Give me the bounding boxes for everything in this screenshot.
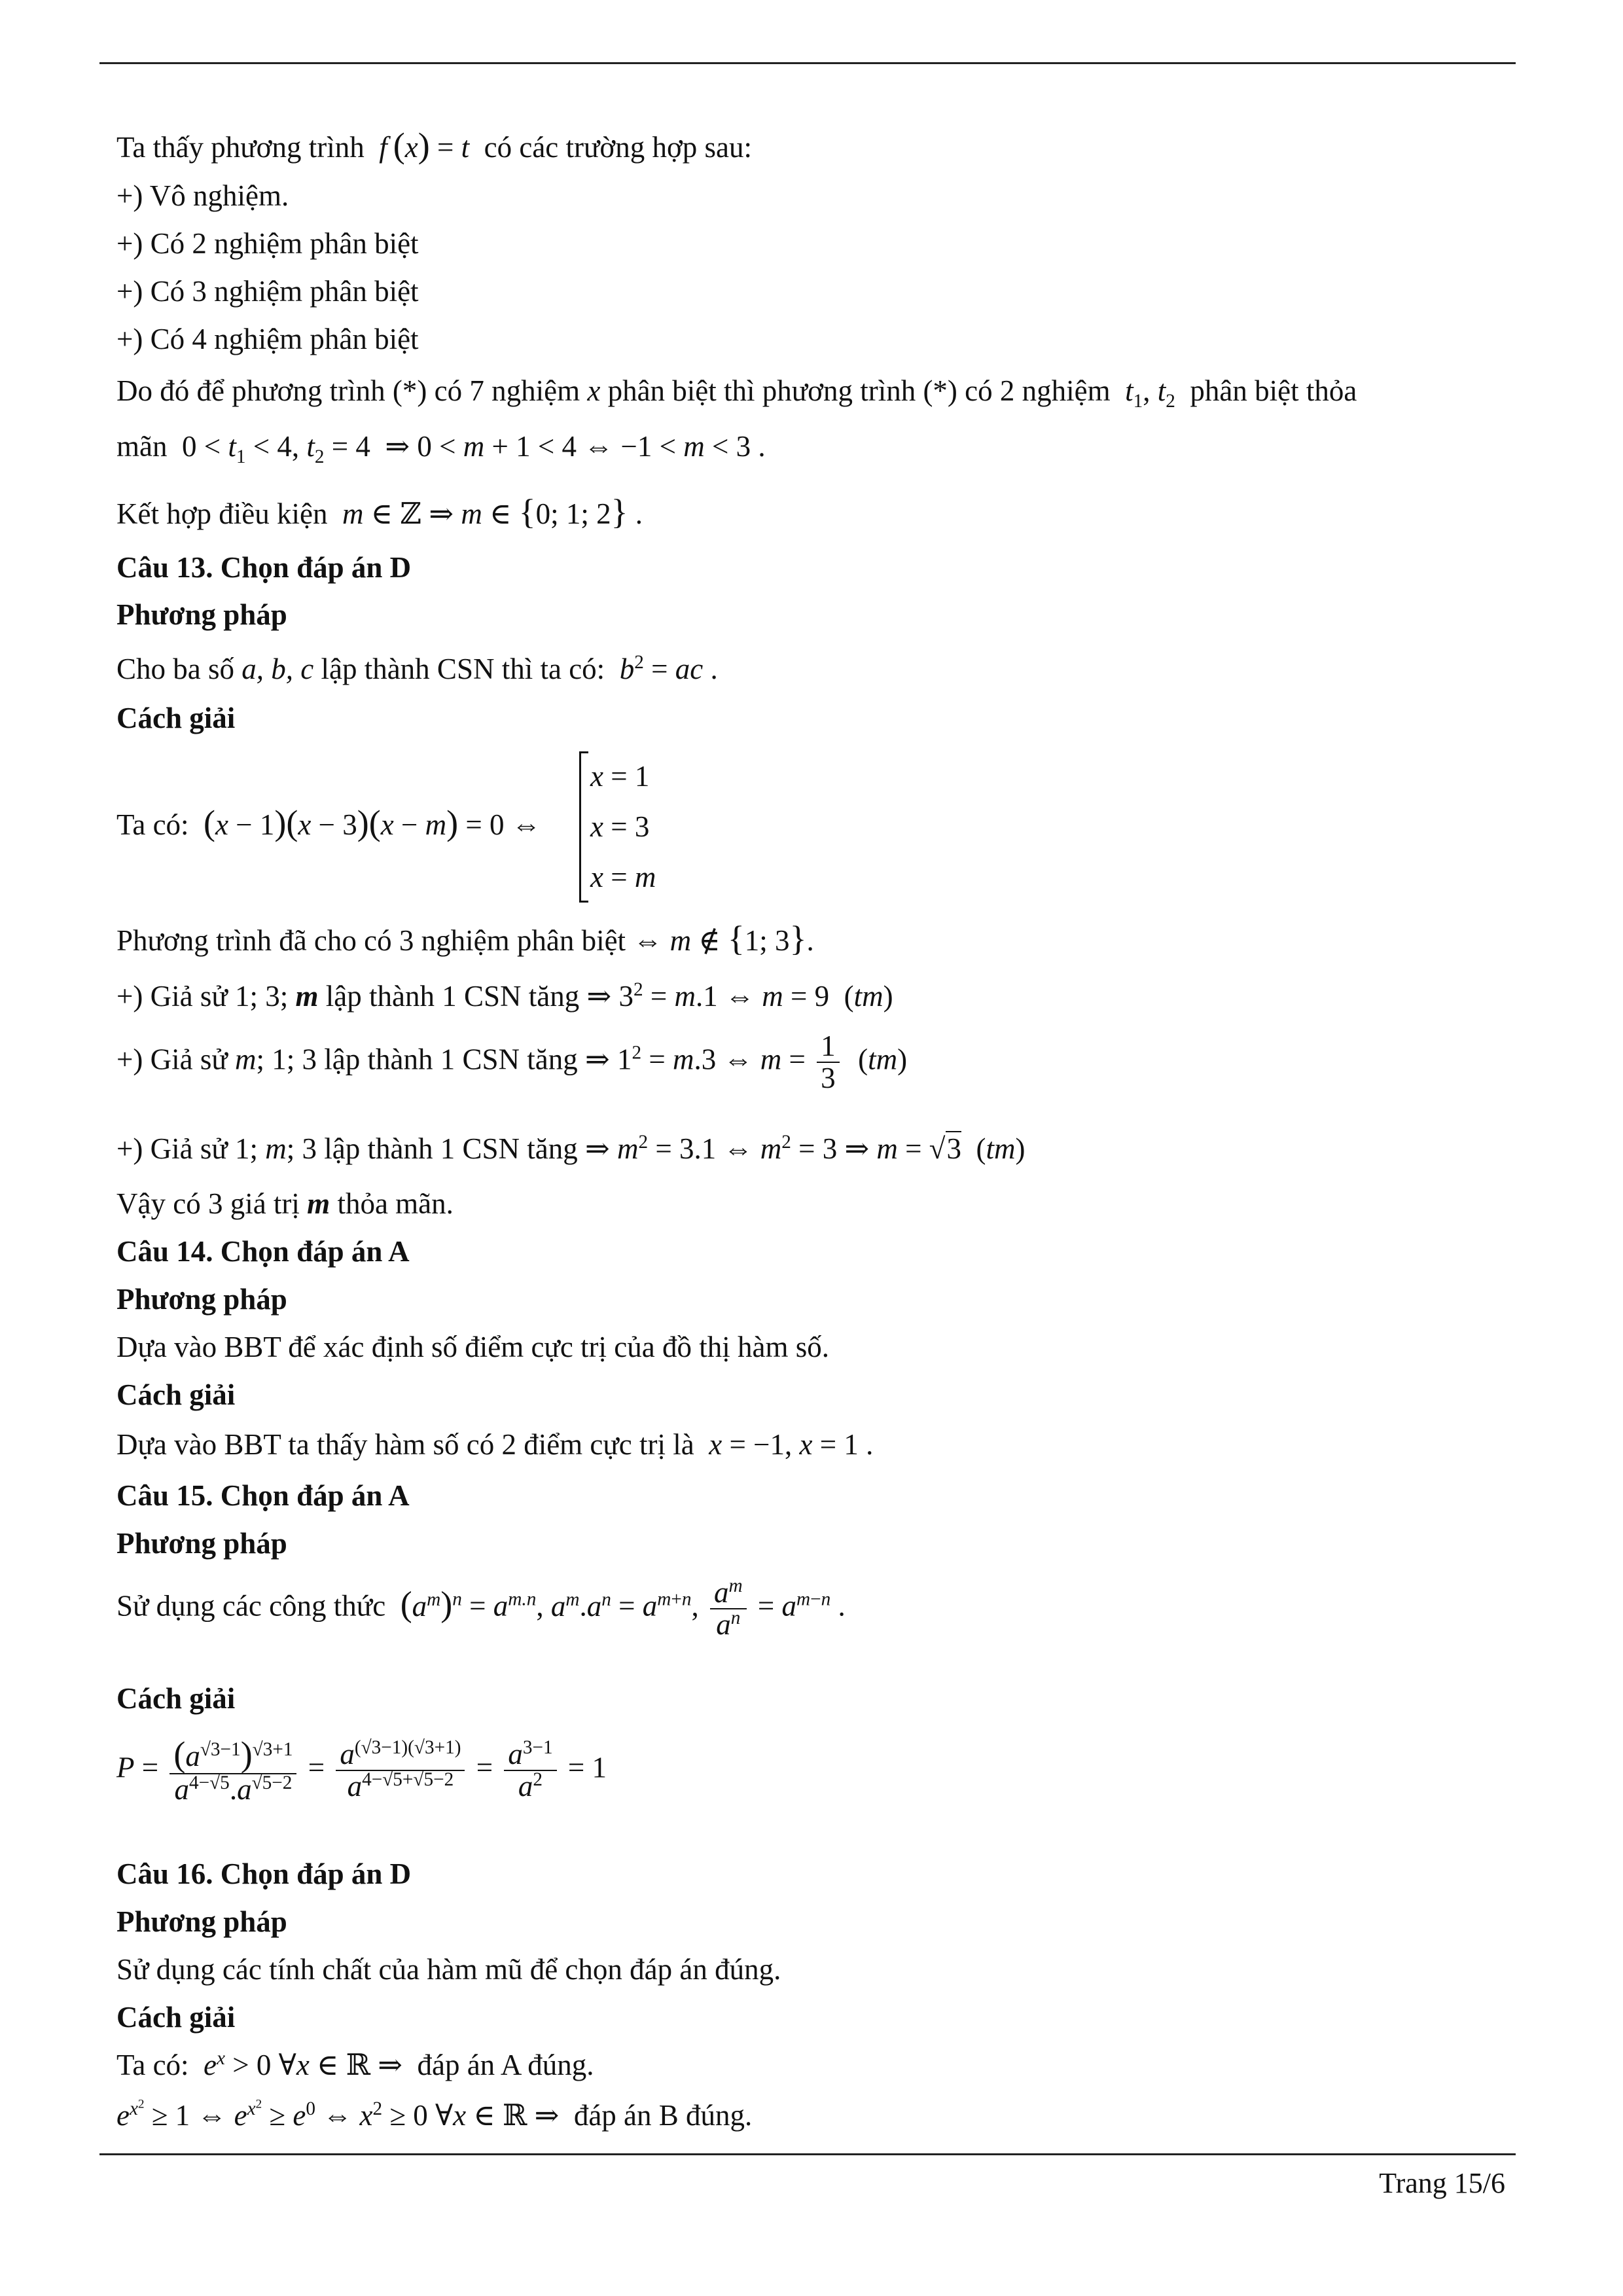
text-line: +) Vô nghiệm. <box>116 179 289 212</box>
text-line: Kết hợp điều kiện m ∈ ℤ ⇒ m ∈ {0; 1; 2} . <box>116 492 643 531</box>
question-15-heading: Câu 15. Chọn đáp án A <box>116 1479 410 1512</box>
method-heading: Phương pháp <box>116 1283 287 1316</box>
method-heading: Phương pháp <box>116 1905 287 1938</box>
text-line: Phương trình đã cho có 3 nghiệm phân biệt ⇔ m ∉ {1; 3}. <box>116 919 814 958</box>
question-13-heading: Câu 13. Chọn đáp án D <box>116 551 412 584</box>
solution-cases: x = 1 x = 3 x = m <box>579 751 656 903</box>
question-16-heading: Câu 16. Chọn đáp án D <box>116 1857 412 1890</box>
text-line: Sử dụng các tính chất của hàm mũ để chọn đáp án đúng. <box>116 1953 781 1986</box>
text-line: Sử dụng các công thức $(a^m)^n = a^{m.n}$, $a^m.a^n = a^{m+n}$, $\frac{a^m}{a^n}$ = $a^{m-n}$ . <box>116 1575 846 1641</box>
text-line: +) Giả sử m; 1; 3 lập thành 1 CSN tăng ⇒ $1^2 = m.3$ ⇔ m = $\frac{1}{3}$ (tm) <box>116 1030 908 1095</box>
fraction: $\frac{a^m}{a^n}$ <box>710 1577 747 1641</box>
text-line: +) Có 2 nghiệm phân biệt <box>116 227 419 260</box>
fraction: $\frac{a^{(√3-1)(√3+1)}}{a^{4-√5+√5-2}}$ <box>336 1739 465 1803</box>
math-equation: Ta có: (x − 1)(x − 3)(x − m) = 0 ⇔ <box>116 803 541 842</box>
text-line: Dựa vào BBT ta thấy hàm số có 2 điểm cực trị là x = −1, x = 1 . <box>116 1428 874 1461</box>
text-line: Ta thấy phương trình f (x) = t có các trường hợp sau: <box>116 126 752 165</box>
text-line: +) Có 3 nghiệm phân biệt <box>116 275 419 308</box>
text-line: +) Có 4 nghiệm phân biệt <box>116 323 419 355</box>
text-line: +) Giả sử 1; 3; m lập thành 1 CSN tăng ⇒ $3^2 = m.1$ ⇔ m = 9 (tm) <box>116 979 893 1013</box>
text-line: mãn $0 < t_1 < 4$, $t_2 = 4$ ⇒ 0 < m + 1 < 4 ⇔ −1 < m < 3 . <box>116 430 766 467</box>
text-line: Do đó để phương trình (*) có 7 nghiệm x phân biệt thì phương trình (*) có 2 nghiệm $t_1$, $t_2$ phân biệt thỏa <box>116 374 1357 412</box>
text-line: Ta có: $e^x > 0$ ∀x ∈ ℝ ⇒ đáp án A đúng. <box>116 2048 594 2081</box>
text-line: +) Giả sử 1; m; 3 lập thành 1 CSN tăng ⇒ $m^2 = 3.1$ ⇔ $m^2 = 3$ ⇒ m = √3 (tm) <box>116 1132 1026 1165</box>
top-rule <box>99 62 1516 64</box>
fraction: $\frac{1}{3}$ <box>817 1031 840 1094</box>
page-number: Trang 15/6 <box>1379 2167 1505 2199</box>
text-line: Cho ba số a, b, c lập thành CSN thì ta có: $b^2$ = ac . <box>116 652 718 685</box>
fraction: $\frac{(a^{√3-1})^{√3+1}}{a^{4-√5}.a^{√5-2}}$ <box>169 1736 296 1805</box>
math-equation: P = $\frac{(a^{√3-1})^{√3+1}}{a^{4-√5}.a^{√5-2}}$ = $\frac{a^{(√3-1)(√3+1)}}{a^{4-√5+√5-2}}$ = $\frac{a^{3-1}}{a^2}$ = 1 <box>116 1734 607 1806</box>
text-line: Vậy có 3 giá trị m thỏa mãn. <box>116 1187 454 1220</box>
solution-heading: Cách giải <box>116 1682 236 1715</box>
text-line: Dựa vào BBT để xác định số điểm cực trị của đồ thị hàm số. <box>116 1331 829 1363</box>
text-line: $e^{x^2} \ge 1$ ⇔ $e^{x^2} \ge e^0$ ⇔ $x^2 \ge 0$ ∀x ∈ ℝ ⇒ đáp án B đúng. <box>116 2097 753 2132</box>
method-heading: Phương pháp <box>116 1527 287 1560</box>
solution-heading: Cách giải <box>116 1378 236 1411</box>
question-14-heading: Câu 14. Chọn đáp án A <box>116 1235 410 1268</box>
solution-heading: Cách giải <box>116 2001 236 2034</box>
bottom-rule <box>99 2153 1516 2155</box>
solution-heading: Cách giải <box>116 702 236 734</box>
fraction: $\frac{a^{3-1}}{a^2}$ <box>504 1739 556 1803</box>
method-heading: Phương pháp <box>116 598 287 631</box>
